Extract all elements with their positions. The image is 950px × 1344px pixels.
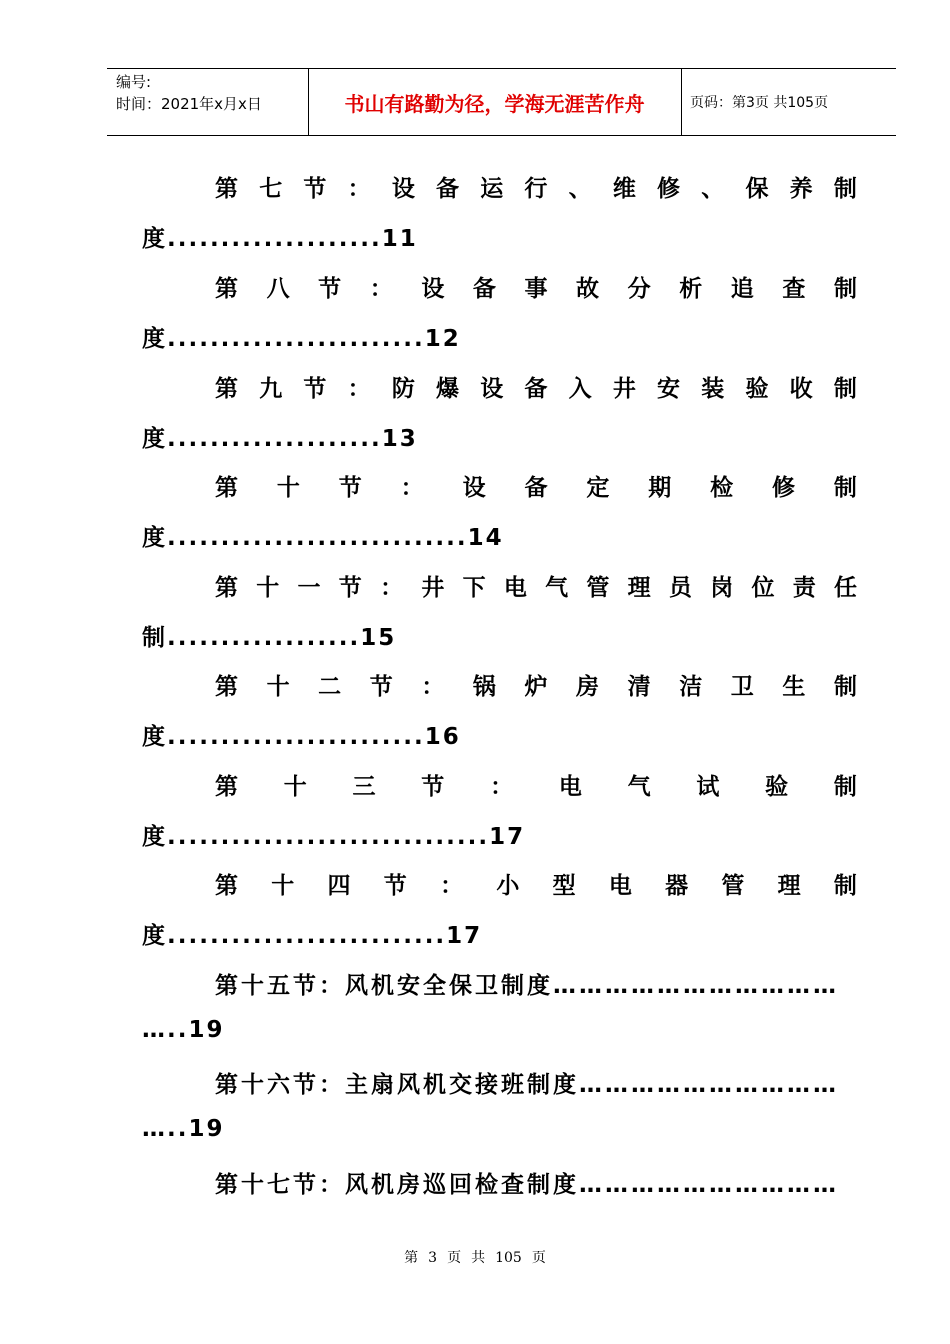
toc-title: 第十六节：主扇风机交接班制度………………………… <box>215 1072 839 1098</box>
footer-text: 页 <box>447 1250 462 1266</box>
toc-char: 节 <box>318 276 342 302</box>
toc-cont: 度........................12 <box>142 326 461 352</box>
toc-char: 检 <box>710 475 734 501</box>
footer-text: 页 <box>531 1250 546 1266</box>
toc-char: 第 <box>215 575 238 601</box>
toc-char: 修 <box>657 176 681 202</box>
toc-char: 节 <box>421 774 445 800</box>
toc-cont: 度..........................17 <box>142 923 483 949</box>
toc-char: 设 <box>462 475 486 501</box>
toc-char: 防 <box>391 376 415 402</box>
toc-char: 二 <box>318 674 342 700</box>
toc-cont: 度........................16 <box>142 724 461 750</box>
toc-title <box>215 867 857 900</box>
toc-char: ： <box>380 575 404 601</box>
toc-char: 第 <box>215 176 238 202</box>
toc-char: 节 <box>303 176 327 202</box>
toc-cont: …..19 <box>142 1017 225 1043</box>
toc-char: 制 <box>833 674 857 700</box>
toc-char: 期 <box>648 475 672 501</box>
toc-char: 定 <box>586 475 610 501</box>
toc-char: 节 <box>338 575 362 601</box>
toc-char: 备 <box>524 376 548 402</box>
toc-char: 岗 <box>710 575 734 601</box>
toc-char: 理 <box>627 575 651 601</box>
toc-char: 第 <box>215 276 238 302</box>
toc-char: 爆 <box>436 376 460 402</box>
toc-char: 节 <box>383 873 407 899</box>
toc-char: 责 <box>792 575 816 601</box>
toc-char: 制 <box>833 376 857 402</box>
toc-cont: 度..............................17 <box>142 824 526 850</box>
toc-char: 安 <box>657 376 681 402</box>
toc-char: 十 <box>266 674 290 700</box>
toc-char: ： <box>440 873 464 899</box>
toc-char: 设 <box>480 376 504 402</box>
toc-char: 、 <box>568 176 592 202</box>
toc-char: ： <box>347 176 371 202</box>
toc-char: 备 <box>472 276 496 302</box>
toc-char: 追 <box>730 276 754 302</box>
toc-char: 任 <box>833 575 857 601</box>
toc-char: 井 <box>612 376 636 402</box>
page-footer <box>0 1247 950 1267</box>
toc-char: 查 <box>782 276 806 302</box>
number-label: 编号: <box>116 73 152 91</box>
toc-cont: 制..................15 <box>142 625 397 651</box>
toc-char: 制 <box>833 475 857 501</box>
toc-char: 保 <box>745 176 769 202</box>
toc-char: 事 <box>524 276 548 302</box>
toc-char: 九 <box>259 376 283 402</box>
toc-char: 理 <box>777 873 801 899</box>
page-header <box>107 68 896 136</box>
toc-char: 分 <box>627 276 651 302</box>
toc-char: 制 <box>833 873 857 899</box>
toc-char: 气 <box>627 774 651 800</box>
toc-char: 锅 <box>472 674 496 700</box>
toc-char: 节 <box>338 475 362 501</box>
time-label: 时间：2021年x月x日 <box>116 95 262 113</box>
toc-title: 第十七节：风机房巡回检查制度………………………… <box>215 1172 839 1198</box>
toc-char: 电 <box>503 575 527 601</box>
toc-char: 第 <box>215 475 238 501</box>
toc-char: 卫 <box>730 674 754 700</box>
toc-char: ： <box>400 475 424 501</box>
toc-title <box>215 170 857 203</box>
toc-title <box>215 270 857 303</box>
toc-char: 十 <box>271 873 295 899</box>
toc-char: 管 <box>721 873 745 899</box>
toc-cont: 度....................11 <box>142 226 418 252</box>
toc-char: 装 <box>701 376 725 402</box>
toc-char: 运 <box>480 176 504 202</box>
toc-char: 故 <box>576 276 600 302</box>
toc-char: 气 <box>545 575 569 601</box>
toc-char: 下 <box>462 575 486 601</box>
toc-char: 井 <box>421 575 445 601</box>
toc-char: 型 <box>552 873 576 899</box>
toc-char: 一 <box>297 575 321 601</box>
toc-char: 第 <box>215 774 238 800</box>
toc-char: 制 <box>833 774 857 800</box>
toc-char: 小 <box>496 873 520 899</box>
toc-char: 清 <box>627 674 651 700</box>
toc-char: 洁 <box>679 674 703 700</box>
toc-char: 制 <box>833 276 857 302</box>
toc-cont: 度....................13 <box>142 426 418 452</box>
toc-char: 设 <box>421 276 445 302</box>
toc-char: 入 <box>568 376 592 402</box>
toc-char: 电 <box>558 774 582 800</box>
toc-char: 收 <box>789 376 813 402</box>
toc-char: 八 <box>266 276 290 302</box>
toc-char: 第 <box>215 674 238 700</box>
toc-title <box>215 569 857 602</box>
toc-char: 修 <box>772 475 796 501</box>
toc-char: 十 <box>256 575 280 601</box>
toc-char: 第 <box>215 873 238 899</box>
toc-char: ： <box>421 674 445 700</box>
toc-cont: …..19 <box>142 1116 225 1142</box>
toc-char: 节 <box>369 674 393 700</box>
toc-char: 炉 <box>524 674 548 700</box>
toc-char: 验 <box>745 376 769 402</box>
toc-char: 位 <box>751 575 775 601</box>
toc-char: 器 <box>665 873 689 899</box>
toc-char: ： <box>490 774 514 800</box>
toc-char: ： <box>347 376 371 402</box>
header-meta <box>116 71 262 115</box>
toc-title <box>215 469 857 502</box>
toc-char: 设 <box>391 176 415 202</box>
toc-char: 析 <box>679 276 703 302</box>
header-motto: 书山有路勤为径，学海无涯苦作舟 <box>344 91 645 116</box>
toc-title <box>215 370 857 403</box>
header-divider <box>681 68 682 136</box>
toc-char: 维 <box>612 176 636 202</box>
toc-char: 管 <box>586 575 610 601</box>
toc-title: 第十五节：风机安全保卫制度…………………………… <box>215 973 839 999</box>
toc-char: 节 <box>303 376 327 402</box>
toc-char: 员 <box>668 575 692 601</box>
toc-char: 电 <box>608 873 632 899</box>
footer-text: 共 <box>471 1250 486 1266</box>
toc-char: 十 <box>276 475 300 501</box>
toc-char: 三 <box>352 774 376 800</box>
header-page-info: 页码：第3页 共105页 <box>690 95 829 111</box>
toc-char: 四 <box>327 873 351 899</box>
toc-char: 备 <box>436 176 460 202</box>
toc-title <box>215 668 857 701</box>
toc-char: 第 <box>215 376 238 402</box>
toc-char: 七 <box>259 176 283 202</box>
toc-char: 养 <box>789 176 813 202</box>
toc-title <box>215 768 857 801</box>
toc-cont: 度............................14 <box>142 525 504 551</box>
toc-char: 备 <box>524 475 548 501</box>
footer-page-number: 3 <box>428 1250 438 1266</box>
toc-char: 试 <box>696 774 720 800</box>
footer-text: 第 <box>404 1250 419 1266</box>
toc-char: 生 <box>782 674 806 700</box>
toc-char: 行 <box>524 176 548 202</box>
toc-char: 房 <box>576 674 600 700</box>
toc-char: ： <box>369 276 393 302</box>
toc-char: 验 <box>765 774 789 800</box>
toc-char: 、 <box>701 176 725 202</box>
toc-char: 制 <box>833 176 857 202</box>
footer-total-pages: 105 <box>495 1250 522 1266</box>
toc-char: 十 <box>283 774 307 800</box>
